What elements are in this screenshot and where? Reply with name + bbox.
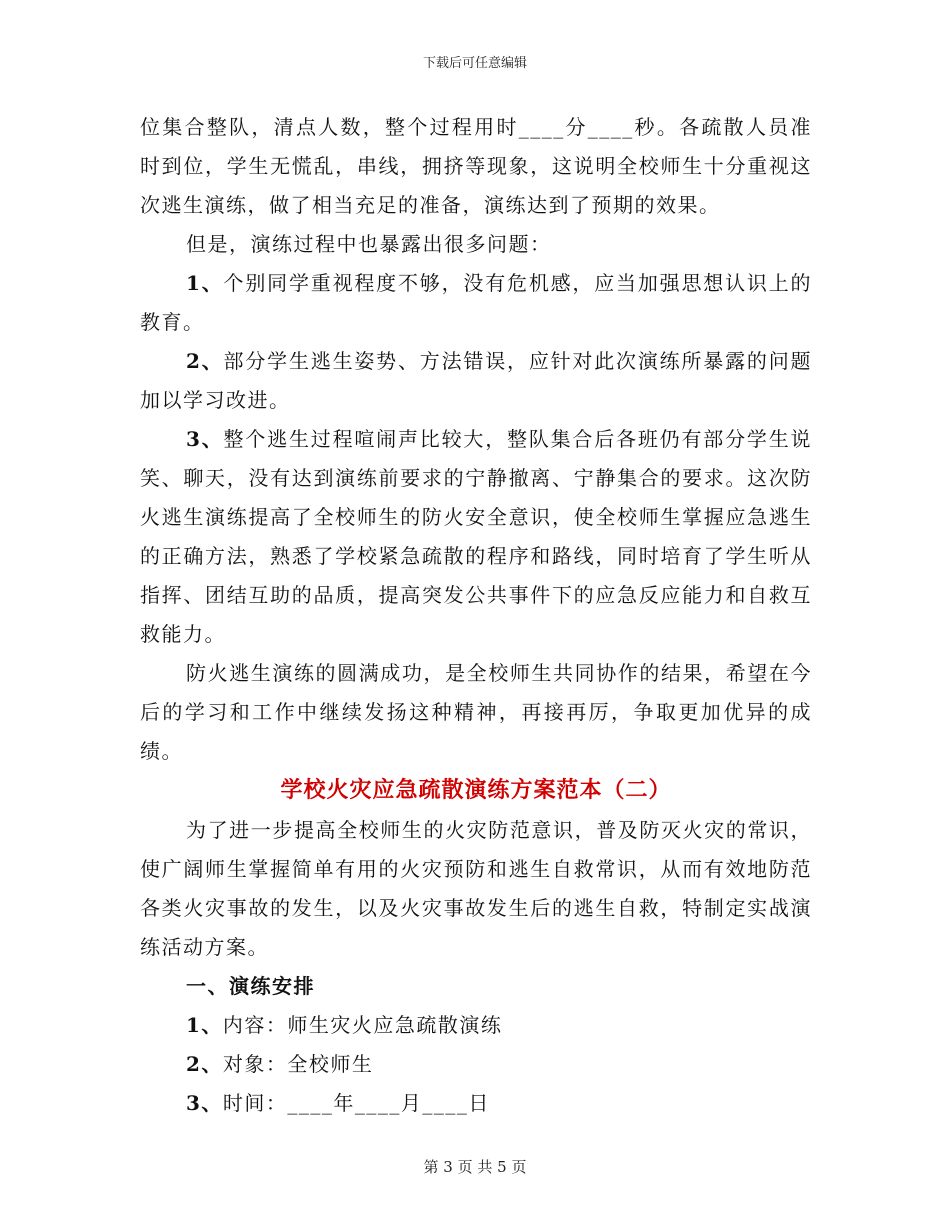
item-number: 3、 — [186, 1091, 223, 1115]
paragraph-problems-intro: 但是，演练过程中也暴露出很多问题： — [186, 232, 552, 256]
item-text: 对象：全校师生 — [222, 1052, 374, 1076]
item-number: 1、 — [186, 1013, 223, 1037]
item-text: 部分学生逃生姿势、方法错误，应针对此次演练所暴露的问题加以学习改进。 — [140, 349, 812, 412]
paragraph-result: 位集合整队，清点人数，整个过程用时____分____秒。各疏散人员准时到位，学生无慌乱，串线，拥挤等现象，这说明全校师生十分重视这次逃生演练，做了相当充足的准备，演练达到了预期的效果。 — [140, 115, 812, 217]
document-body — [140, 108, 812, 1123]
item-number: 3、 — [186, 427, 224, 451]
arrangement-item-2 — [140, 1045, 812, 1084]
problem-item-3 — [140, 420, 812, 654]
problem-item-1 — [140, 264, 812, 342]
item-text: 时间：____年____月____日 — [222, 1091, 490, 1115]
arrangement-item-3 — [140, 1084, 812, 1123]
page-number: 第 3 页 共 5 页 — [423, 1158, 527, 1176]
problem-item-2 — [140, 342, 812, 420]
paragraph-purpose: 为了进一步提高全校师生的火灾防范意识，普及防灭火灾的常识，使广阔师生掌握简单有用的火灾预防和逃生自救常识，从而有效地防范各类火灾事故的发生，以及火灾事故发生后的逃生自救，特制定实战演练活动方案。 — [140, 818, 812, 959]
section-heading-arrangement: 一、演练安排 — [186, 974, 315, 998]
item-text: 整个逃生过程喧闹声比较大，整队集合后各班仍有部分学生说笑、聊天，没有达到演练前要求的宁静撤离、宁静集合的要求。这次防火逃生演练提高了全校师生的防火安全意识，使全校师生掌握应急逃生的正确方法，熟悉了学校紧急疏散的程序和路线，同时培育了学生听从指挥、团结互助的品质，提高突发公共事件下的应急反应能力和自救互救能力。 — [140, 427, 812, 646]
item-number: 2、 — [186, 349, 224, 373]
arrangement-item-1 — [140, 1006, 812, 1045]
section-title: 学校火灾应急疏散演练方案范本（二） — [280, 778, 672, 803]
page-header: 下载后可任意编辑 — [422, 56, 527, 71]
item-text: 内容：师生灾火应急疏散演练 — [222, 1013, 503, 1037]
item-text: 个别同学重视程度不够，没有危机感，应当加强思想认识上的教育。 — [140, 271, 812, 334]
paragraph-conclusion: 防火逃生演练的圆满成功，是全校师生共同协作的结果，希望在今后的学习和工作中继续发扬这种精神，再接再厉，争取更加优异的成绩。 — [140, 661, 812, 763]
item-number: 1、 — [186, 271, 224, 295]
item-number: 2、 — [186, 1052, 223, 1076]
